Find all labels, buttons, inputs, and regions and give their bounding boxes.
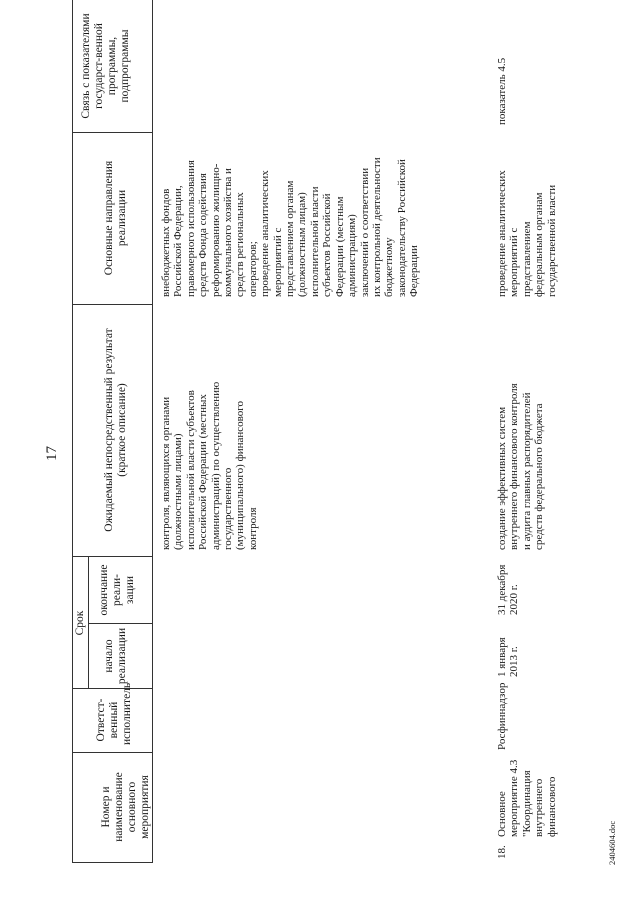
header-col-number-name: Номер и наименование основного мероприятия bbox=[100, 772, 151, 842]
table-top-border bbox=[72, 0, 73, 863]
header-col-result: Ожидаемый непосредственный результат (краткое описание) bbox=[103, 328, 128, 532]
col-line-1 bbox=[72, 862, 153, 863]
row18-link: показатель 4.5 bbox=[496, 57, 508, 125]
row18-name: Основное мероприятие 4.3 "Координация внутреннего финансового bbox=[496, 759, 558, 837]
row18-number: 18. bbox=[496, 845, 508, 859]
row18-directions: проведение аналитических мероприятий с представлением федеральным органам государственной власти bbox=[496, 170, 558, 297]
continuation-result: контроля, являющихся органами (должностными лицами) исполнительной власти субъектов Российской Федерации (местных администраций) по осуществлению государственного (муниципального) финансового контроля bbox=[160, 381, 259, 550]
continuation-directions: внебюджетных фондов Российской Федерации, правомерного использования средств Фонда содействия реформированию жилищно- коммунального хозяйства и средств региональных операторов; проведение аналитических мероприятий с представлением органам (должностным лицам) исполнительной власти субъектов Российской Федерации (местным администрациям) заключений о соответствии их контрольной деятельности бюджетному законодательству Российской Федерации bbox=[160, 157, 421, 297]
col-line-2 bbox=[72, 752, 153, 753]
header-srok: Срок bbox=[74, 610, 86, 636]
row18-start-date: 1 января 2013 г. bbox=[496, 637, 521, 677]
header-col-end: окончание реали-зации bbox=[98, 564, 136, 616]
footer-file-name: 2404604.doc bbox=[607, 820, 617, 865]
row18-result: создание эффективных систем внутреннего финансового контроля и аудита главных распорядителей средств федерального бюджета bbox=[496, 383, 546, 550]
col-line-7 bbox=[72, 132, 153, 133]
page-number: 17 bbox=[44, 446, 60, 461]
col-line-6 bbox=[72, 304, 153, 305]
header-col-directions: Основные направления реализации bbox=[103, 160, 128, 276]
header-col-executor: Ответст-венный исполнитель bbox=[95, 682, 133, 745]
header-bottom-border bbox=[152, 0, 153, 863]
col-line-4 bbox=[88, 623, 153, 624]
header-col-start: начало реализации bbox=[103, 627, 128, 685]
row18-executor: Росфиннадзор bbox=[496, 682, 508, 750]
row18-end-date: 31 декабря 2020 г. bbox=[496, 564, 521, 615]
header-col-link: Связь с показателями государст-венной программы, подпрограммы bbox=[80, 13, 131, 119]
